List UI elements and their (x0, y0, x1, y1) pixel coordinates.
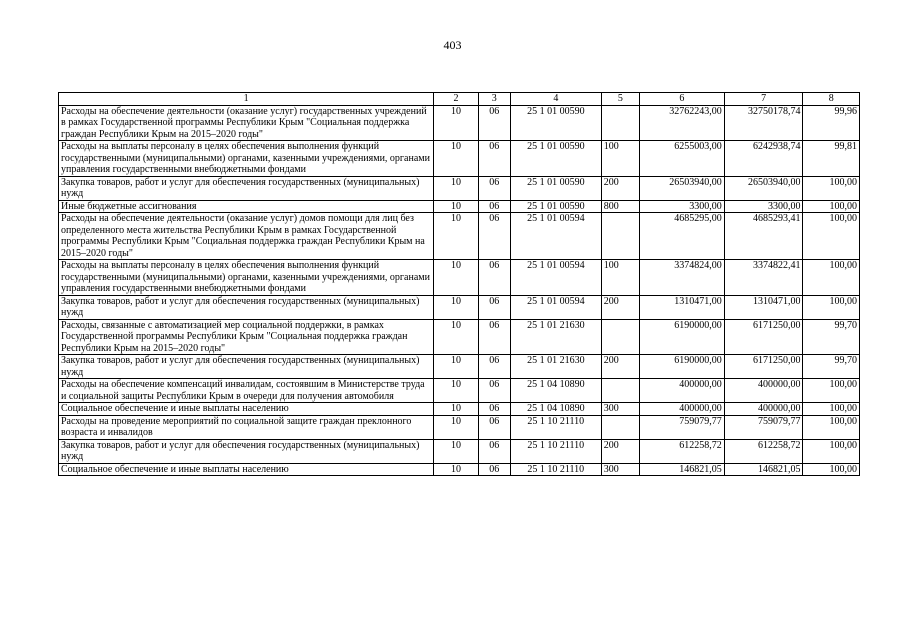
cell-subsection-code: 06 (478, 415, 510, 439)
column-header: 5 (601, 93, 639, 106)
cell-execution-percent: 99,81 (803, 141, 860, 177)
cell-expense-name: Закупка товаров, работ и услуг для обеспечения государственных (муниципальных) нужд (59, 295, 434, 319)
cell-executed-amount: 6171250,00 (724, 319, 803, 355)
cell-execution-percent: 100,00 (803, 200, 860, 213)
cell-execution-percent: 99,70 (803, 355, 860, 379)
cell-subsection-code: 06 (478, 355, 510, 379)
cell-target-article: 25 1 04 10890 (510, 379, 601, 403)
table-row (59, 176, 860, 200)
cell-section-code: 10 (434, 463, 478, 476)
cell-subsection-code: 06 (478, 213, 510, 260)
cell-executed-amount: 1310471,00 (724, 295, 803, 319)
cell-expense-name: Расходы на обеспечение деятельности (оказание услуг) домов помощи для лиц без определенного места жительства Республики Крым в рамках Государственной программы Республики Крым "Социальная поддержка граждан Республики Крым на 2015–2020 годы" (59, 213, 434, 260)
cell-section-code: 10 (434, 415, 478, 439)
cell-expense-type: 200 (601, 176, 639, 200)
table-row (59, 355, 860, 379)
cell-execution-percent: 100,00 (803, 439, 860, 463)
cell-executed-amount: 6242938,74 (724, 141, 803, 177)
cell-expense-name: Иные бюджетные ассигнования (59, 200, 434, 213)
table-row (59, 260, 860, 296)
cell-section-code: 10 (434, 403, 478, 416)
cell-target-article: 25 1 01 00594 (510, 213, 601, 260)
cell-section-code: 10 (434, 260, 478, 296)
cell-section-code: 10 (434, 295, 478, 319)
cell-expense-name: Расходы на выплаты персоналу в целях обеспечения выполнения функций государственными (муниципальными) органами, казенными учреждениями, органами управления государственными внебюджетными фондами (59, 260, 434, 296)
table-row (59, 379, 860, 403)
cell-planned-amount: 26503940,00 (640, 176, 725, 200)
cell-executed-amount: 400000,00 (724, 379, 803, 403)
cell-section-code: 10 (434, 319, 478, 355)
cell-section-code: 10 (434, 213, 478, 260)
cell-section-code: 10 (434, 200, 478, 213)
cell-expense-type: 800 (601, 200, 639, 213)
cell-expense-name: Закупка товаров, работ и услуг для обеспечения государственных (муниципальных) нужд (59, 176, 434, 200)
cell-planned-amount: 32762243,00 (640, 105, 725, 141)
cell-executed-amount: 4685293,41 (724, 213, 803, 260)
cell-expense-type: 300 (601, 463, 639, 476)
cell-target-article: 25 1 01 21630 (510, 355, 601, 379)
cell-execution-percent: 99,96 (803, 105, 860, 141)
cell-section-code: 10 (434, 176, 478, 200)
cell-section-code: 10 (434, 105, 478, 141)
cell-execution-percent: 100,00 (803, 295, 860, 319)
cell-subsection-code: 06 (478, 319, 510, 355)
cell-expense-name: Расходы, связанные с автоматизацией мер социальной поддержки, в рамках Государственной программы Республики Крым "Социальная поддержка граждан Республики Крым на 2015–2020 годы" (59, 319, 434, 355)
cell-target-article: 25 1 01 00594 (510, 295, 601, 319)
table-row (59, 105, 860, 141)
cell-subsection-code: 06 (478, 260, 510, 296)
cell-expense-type: 200 (601, 355, 639, 379)
table-row (59, 319, 860, 355)
cell-executed-amount: 759079,77 (724, 415, 803, 439)
cell-executed-amount: 3300,00 (724, 200, 803, 213)
column-header: 8 (803, 93, 860, 106)
column-header: 6 (640, 93, 725, 106)
cell-planned-amount: 3300,00 (640, 200, 725, 213)
cell-section-code: 10 (434, 141, 478, 177)
cell-planned-amount: 4685295,00 (640, 213, 725, 260)
cell-executed-amount: 400000,00 (724, 403, 803, 416)
cell-execution-percent: 100,00 (803, 260, 860, 296)
cell-executed-amount: 146821,05 (724, 463, 803, 476)
column-header: 3 (478, 93, 510, 106)
cell-target-article: 25 1 01 00590 (510, 200, 601, 213)
cell-expense-name: Социальное обеспечение и иные выплаты населению (59, 403, 434, 416)
cell-executed-amount: 3374822,41 (724, 260, 803, 296)
cell-expense-name: Расходы на проведение мероприятий по социальной защите граждан преклонного возраста и инвалидов (59, 415, 434, 439)
cell-execution-percent: 100,00 (803, 379, 860, 403)
budget-execution-table (58, 92, 860, 476)
cell-subsection-code: 06 (478, 295, 510, 319)
table-row (59, 295, 860, 319)
cell-execution-percent: 100,00 (803, 463, 860, 476)
cell-target-article: 25 1 01 00594 (510, 260, 601, 296)
cell-subsection-code: 06 (478, 463, 510, 476)
cell-execution-percent: 100,00 (803, 403, 860, 416)
cell-subsection-code: 06 (478, 403, 510, 416)
cell-planned-amount: 146821,05 (640, 463, 725, 476)
cell-expense-type: 200 (601, 439, 639, 463)
cell-expense-type: 100 (601, 141, 639, 177)
cell-subsection-code: 06 (478, 379, 510, 403)
cell-planned-amount: 759079,77 (640, 415, 725, 439)
cell-expense-type (601, 319, 639, 355)
cell-expense-name: Закупка товаров, работ и услуг для обеспечения государственных (муниципальных) нужд (59, 439, 434, 463)
cell-execution-percent: 100,00 (803, 415, 860, 439)
cell-expense-name: Расходы на выплаты персоналу в целях обеспечения выполнения функций государственными (муниципальными) органами, казенными учреждениями, органами управления государственными внебюджетными фондами (59, 141, 434, 177)
cell-planned-amount: 400000,00 (640, 403, 725, 416)
cell-planned-amount: 1310471,00 (640, 295, 725, 319)
table-row (59, 439, 860, 463)
cell-planned-amount: 3374824,00 (640, 260, 725, 296)
cell-section-code: 10 (434, 355, 478, 379)
table-row (59, 415, 860, 439)
cell-subsection-code: 06 (478, 141, 510, 177)
cell-expense-type: 200 (601, 295, 639, 319)
cell-planned-amount: 6190000,00 (640, 319, 725, 355)
table-row (59, 403, 860, 416)
cell-planned-amount: 612258,72 (640, 439, 725, 463)
cell-executed-amount: 6171250,00 (724, 355, 803, 379)
cell-execution-percent: 99,70 (803, 319, 860, 355)
cell-executed-amount: 612258,72 (724, 439, 803, 463)
cell-target-article: 25 1 10 21110 (510, 415, 601, 439)
cell-planned-amount: 6255003,00 (640, 141, 725, 177)
cell-target-article: 25 1 04 10890 (510, 403, 601, 416)
cell-expense-type: 100 (601, 260, 639, 296)
cell-expense-type (601, 105, 639, 141)
cell-target-article: 25 1 10 21110 (510, 439, 601, 463)
cell-execution-percent: 100,00 (803, 213, 860, 260)
cell-planned-amount: 400000,00 (640, 379, 725, 403)
cell-expense-type (601, 213, 639, 260)
column-header: 4 (510, 93, 601, 106)
table-row (59, 463, 860, 476)
cell-executed-amount: 32750178,74 (724, 105, 803, 141)
table-header-row (59, 93, 860, 106)
column-header: 1 (59, 93, 434, 106)
page-number: 403 (443, 38, 462, 52)
cell-expense-type (601, 379, 639, 403)
table-row (59, 213, 860, 260)
cell-expense-type (601, 415, 639, 439)
cell-subsection-code: 06 (478, 439, 510, 463)
column-header: 7 (724, 93, 803, 106)
cell-subsection-code: 06 (478, 176, 510, 200)
cell-subsection-code: 06 (478, 105, 510, 141)
cell-expense-name: Закупка товаров, работ и услуг для обеспечения государственных (муниципальных) нужд (59, 355, 434, 379)
column-header: 2 (434, 93, 478, 106)
cell-expense-type: 300 (601, 403, 639, 416)
cell-section-code: 10 (434, 439, 478, 463)
cell-subsection-code: 06 (478, 200, 510, 213)
cell-target-article: 25 1 01 21630 (510, 319, 601, 355)
cell-target-article: 25 1 01 00590 (510, 141, 601, 177)
cell-expense-name: Расходы на обеспечение деятельности (оказание услуг) государственных учреждений в рамках Государственной программы Республики Крым "Социальная поддержка граждан Республики Крым на 2015–2020 годы" (59, 105, 434, 141)
cell-executed-amount: 26503940,00 (724, 176, 803, 200)
cell-expense-name: Расходы на обеспечение компенсаций инвалидам, состоявшим в Министерстве труда и социальной защиты Республики Крым в очереди для получения автомобиля (59, 379, 434, 403)
cell-target-article: 25 1 01 00590 (510, 176, 601, 200)
table-body (59, 105, 860, 476)
cell-execution-percent: 100,00 (803, 176, 860, 200)
cell-section-code: 10 (434, 379, 478, 403)
table-row (59, 141, 860, 177)
cell-expense-name: Социальное обеспечение и иные выплаты населению (59, 463, 434, 476)
cell-target-article: 25 1 01 00590 (510, 105, 601, 141)
cell-planned-amount: 6190000,00 (640, 355, 725, 379)
table-row (59, 200, 860, 213)
cell-target-article: 25 1 10 21110 (510, 463, 601, 476)
